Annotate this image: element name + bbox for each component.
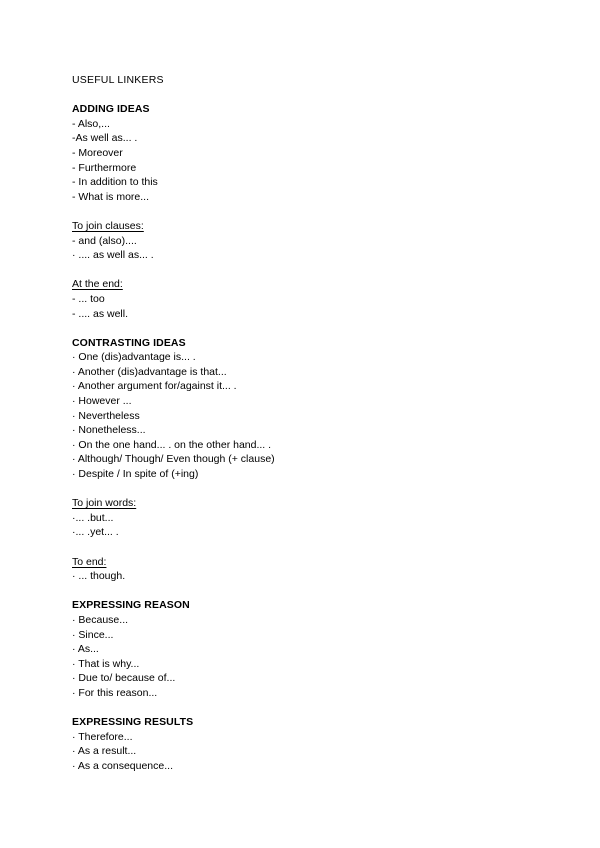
section-adding-ideas bbox=[72, 102, 542, 321]
list-item: · Since... bbox=[72, 628, 114, 641]
list-item: - Moreover bbox=[72, 146, 123, 159]
list-item: -As well as... . bbox=[72, 132, 138, 145]
list-item: · Nonetheless... bbox=[72, 424, 146, 437]
list-item: · As a consequence... bbox=[72, 759, 173, 772]
group-join-clauses bbox=[72, 219, 542, 263]
section-contrasting-ideas bbox=[72, 336, 542, 584]
list-item: - Also,... bbox=[72, 117, 110, 130]
list-item: ·... .but... bbox=[72, 511, 114, 524]
join-words-list bbox=[72, 511, 542, 540]
sub-heading-join-words: To join words: bbox=[72, 497, 137, 510]
list-item: · One (dis)advantage is... . bbox=[72, 351, 196, 364]
list-item: · However ... bbox=[72, 395, 132, 408]
reason-list bbox=[72, 613, 542, 701]
list-item: - Furthermore bbox=[72, 161, 137, 174]
section-heading-reason: EXPRESSING REASON bbox=[72, 599, 190, 612]
list-item: · Nevertheless bbox=[72, 409, 140, 422]
list-item: · Due to/ because of... bbox=[72, 672, 176, 685]
list-item: - and (also).... bbox=[72, 234, 137, 247]
document-page bbox=[72, 73, 542, 774]
list-item: · Despite / In spite of (+ing) bbox=[72, 468, 199, 481]
list-item: · Another (dis)advantage is that... bbox=[72, 365, 227, 378]
section-heading-contrasting: CONTRASTING IDEAS bbox=[72, 336, 186, 349]
list-item: · For this reason... bbox=[72, 686, 158, 699]
list-item: · As... bbox=[72, 643, 99, 656]
at-end-list bbox=[72, 292, 542, 321]
sub-heading-join-clauses: To join clauses: bbox=[72, 219, 144, 232]
section-expressing-results bbox=[72, 715, 542, 773]
document-title: USEFUL LINKERS bbox=[72, 74, 164, 86]
group-join-words bbox=[72, 496, 542, 540]
list-item: - ... too bbox=[72, 292, 105, 305]
sub-heading-at-end: At the end: bbox=[72, 278, 123, 291]
list-item: - What is more... bbox=[72, 190, 150, 203]
list-item: · Therefore... bbox=[72, 730, 133, 743]
list-item: · .... as well as... . bbox=[72, 249, 154, 262]
list-item: · Because... bbox=[72, 613, 129, 626]
join-clauses-list bbox=[72, 234, 542, 263]
section-heading-results: EXPRESSING RESULTS bbox=[72, 716, 194, 729]
to-end-list bbox=[72, 569, 542, 584]
group-to-end bbox=[72, 555, 542, 584]
list-item: · As a result... bbox=[72, 745, 137, 758]
group-at-end bbox=[72, 277, 542, 321]
sub-heading-to-end: To end: bbox=[72, 555, 107, 568]
section-heading-adding: ADDING IDEAS bbox=[72, 103, 150, 116]
contrasting-list bbox=[72, 350, 542, 481]
list-item: - In addition to this bbox=[72, 176, 158, 189]
adding-list bbox=[72, 117, 542, 205]
list-item: · That is why... bbox=[72, 657, 140, 670]
list-item: · Another argument for/against it... . bbox=[72, 380, 237, 393]
list-item: · ... though. bbox=[72, 570, 126, 583]
list-item: ·... .yet... . bbox=[72, 526, 119, 539]
list-item: · Although/ Though/ Even though (+ clause) bbox=[72, 453, 275, 466]
section-expressing-reason bbox=[72, 598, 542, 700]
list-item: · On the one hand... . on the other hand... . bbox=[72, 438, 272, 451]
list-item: - .... as well. bbox=[72, 307, 129, 320]
results-list bbox=[72, 730, 542, 774]
